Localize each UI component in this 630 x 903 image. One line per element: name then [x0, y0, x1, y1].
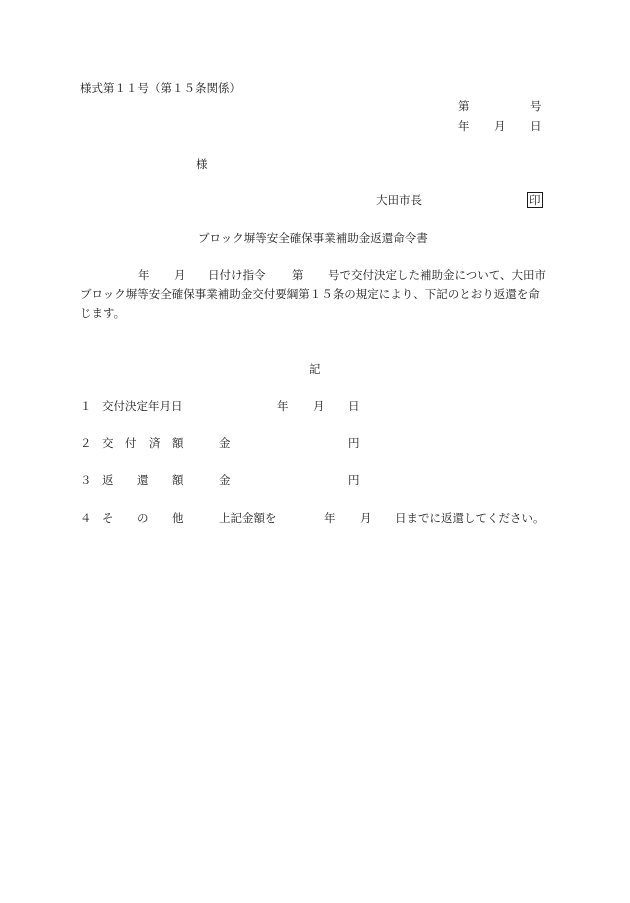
body-line-1 — [80, 266, 550, 285]
item-amount-prefix: 金 — [219, 436, 231, 450]
ki-heading: 記 — [309, 362, 321, 376]
item-amount-prefix: 金 — [219, 473, 231, 487]
item-year: 年 — [277, 399, 289, 413]
item-label: 交付決定年月日 — [102, 399, 183, 413]
item-amount-unit: 円 — [348, 436, 360, 450]
form-number: 様式第１１号（第１５条関係） — [80, 81, 241, 95]
issuer-name: 大田市長 — [376, 193, 422, 207]
item-label-char: 交 — [102, 436, 114, 450]
item-label-char: 還 — [137, 473, 149, 487]
item-label-char: 済 — [149, 436, 161, 450]
body-month: 月 — [174, 268, 186, 282]
item-label-char: そ — [102, 511, 114, 525]
document-number-label: 第 — [458, 99, 470, 113]
item-label-char: 他 — [172, 511, 184, 525]
item-label-char: 額 — [172, 436, 184, 450]
item-label-char: の — [137, 511, 149, 525]
item-number: ３ — [80, 473, 92, 487]
item-number: ４ — [80, 511, 92, 525]
item-number: ２ — [80, 436, 92, 450]
issue-date-year: 年 — [458, 119, 470, 133]
item-month: 月 — [360, 511, 372, 525]
issue-date-day: 日 — [530, 119, 542, 133]
body-number-label: 第 — [292, 268, 304, 282]
item-label-char: 返 — [102, 473, 114, 487]
item-number: １ — [80, 399, 92, 413]
body-line-2: ブロック塀等安全確保事業補助金交付要綱第１５条の規定により、下記のとおり返還を命 — [80, 287, 540, 301]
item-amount-unit: 円 — [348, 473, 360, 487]
body-day-directive: 日付け指令 — [208, 268, 266, 282]
issue-date-month: 月 — [494, 119, 506, 133]
item-text: 上記金額を — [219, 511, 277, 525]
item-label-char: 付 — [125, 436, 137, 450]
body-line-1-rest: 号で交付決定した補助金について、大田市 — [328, 268, 547, 282]
item-month: 月 — [313, 399, 325, 413]
document-title: ブロック塀等安全確保事業補助金返還命令書 — [198, 231, 428, 245]
document-number-suffix: 号 — [530, 99, 542, 113]
item-year: 年 — [324, 511, 336, 525]
body-year: 年 — [138, 268, 150, 282]
item-day: 日 — [348, 399, 360, 413]
seal-mark: 印 — [529, 193, 541, 207]
item-text: 日までに返還してください。 — [395, 511, 545, 525]
item-label-char: 額 — [172, 473, 184, 487]
body-paragraph — [80, 266, 550, 323]
body-line-3: じます。 — [80, 306, 126, 320]
addressee-suffix: 様 — [196, 157, 208, 171]
